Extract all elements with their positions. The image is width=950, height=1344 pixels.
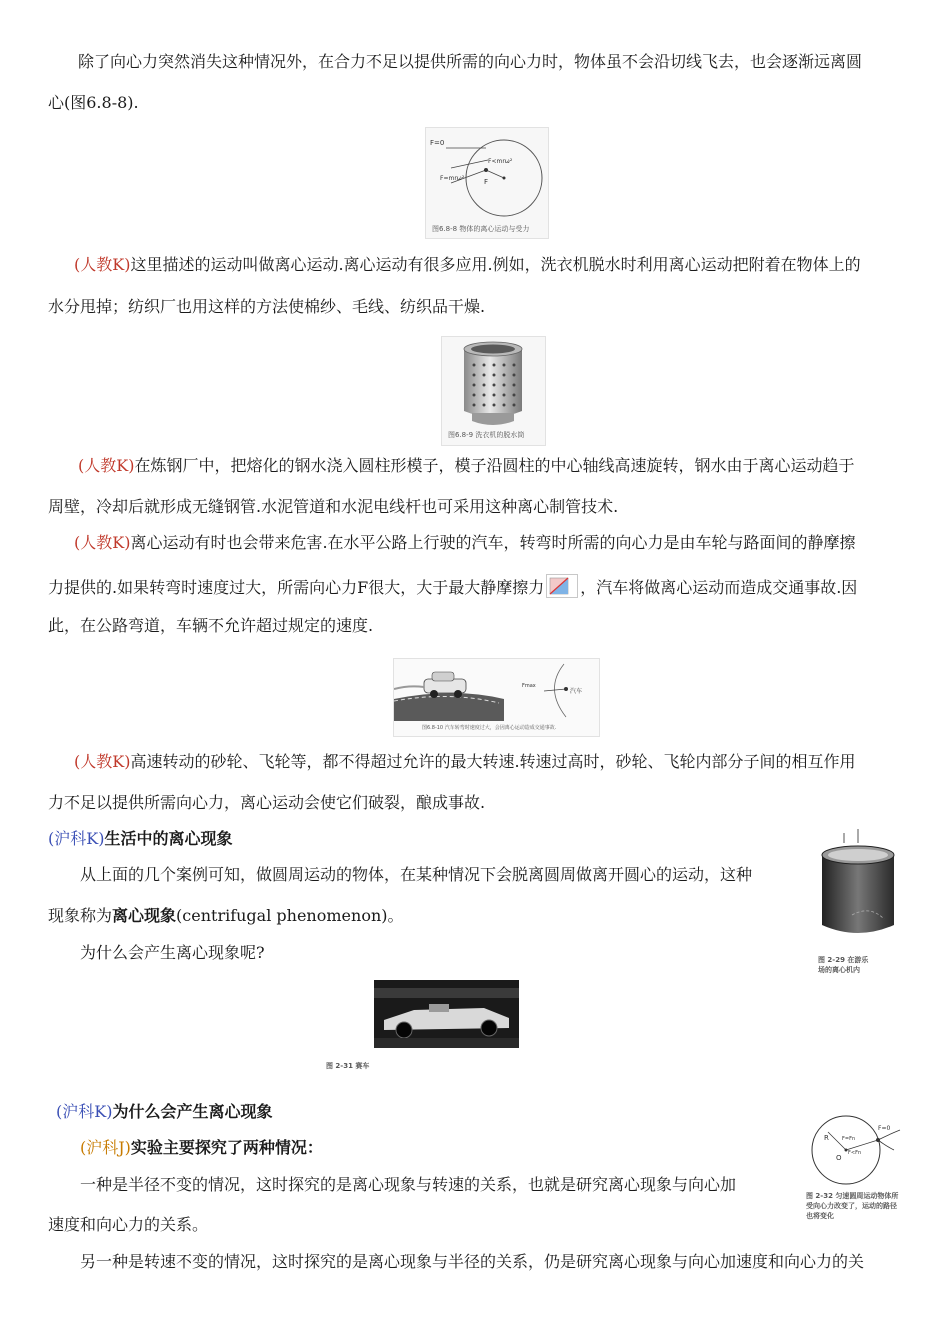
section-2-line-3: 另一种是转速不变的情况，这时探究的是离心现象与半径的关系，仍是研究离心现象与向心加速度和向心力的关 (80, 1252, 865, 1271)
section-1-text-b: (centrifugal phenomenon)。 (176, 906, 404, 925)
figure-race-car (326, 980, 524, 1072)
figure-6-caption-line-3: 也将变化 (806, 1212, 834, 1220)
paragraph-5-line-2: 力不足以提供所需向心力，离心运动会使它们破裂，酿成事故. (48, 793, 486, 812)
source-tag: (沪科K) (48, 829, 105, 848)
label-f-zero: F=0 (878, 1125, 891, 1132)
paragraph-1-line-2: 心(图6.8-8). (48, 93, 139, 112)
source-tag: (沪科J) (80, 1138, 131, 1157)
paragraph-4-line-3: 此，在公路弯道，车辆不允许超过规定的速度. (48, 616, 374, 635)
paragraph-4-text-a: 力提供的.如果转弯时速度过大，所需向心力F很大，大于最大静摩擦力 (48, 578, 545, 597)
cylinder-illustration (812, 825, 904, 947)
paragraph-3-line-1 (78, 456, 854, 476)
figure-car-accident (393, 658, 600, 737)
figure-3-caption: 图6.8-10 汽车转弯时速度过大，会因离心运动造成交通事故. (422, 725, 557, 731)
paragraph-4-line-2 (48, 574, 857, 598)
label-f-zero: F=0 (430, 139, 445, 147)
section-1-line-1: 从上面的几个案例可知，做圆周运动的物体，在某种情况下会脱离圆周做离开圆心的运动，这种 (80, 865, 753, 884)
figure-4-caption-line-2: 场的离心机内 (818, 966, 860, 974)
label-f-equal: F=mrω² (440, 175, 465, 182)
paragraph-3-line-2: 周壁，冷却后就形成无缝钢管.水泥管道和水泥电线杆也可采用这种离心制管技术. (48, 497, 619, 516)
paragraph-1-line-1: 除了向心力突然消失这种情况外，在合力不足以提供所需的向心力时，物体虽不会沿切线飞去，也会逐渐远离圆 (78, 52, 863, 71)
section-heading-centrifugal-life (48, 829, 232, 849)
race-car-photo (374, 980, 519, 1048)
term-centrifugal-phenomenon: 离心现象 (112, 906, 177, 925)
paragraph-2-text: 这里描述的运动叫做离心运动.离心运动有很多应用.例如，洗衣机脱水时利用离心运动把附着在物体上的 (130, 255, 861, 274)
figure-1-caption: 图6.8-8 物体的离心运动与受力 (432, 225, 530, 233)
paragraph-5-text: 高速转动的砂轮、飞轮等，都不得超过允许的最大转速.转速过高时，砂轮、飞轮内部分子间的相互作用 (130, 752, 856, 771)
paragraph-2-line-1 (74, 255, 861, 275)
circle-force-diagram (426, 128, 548, 238)
paragraph-4-line-1 (74, 533, 856, 553)
broken-image-icon (546, 574, 578, 598)
label-fmax: Fmax (522, 683, 536, 689)
paragraph-3-text: 在炼钢厂中，把熔化的钢水浇入圆柱形模子，模子沿圆柱的中心轴线高速旋转，钢水由于离心运动趋于 (134, 456, 855, 475)
source-tag: (人教K) (74, 752, 131, 771)
figure-washing-machine-drum (441, 336, 546, 446)
experiment-title: 实验主要探究了两种情况： (130, 1138, 323, 1157)
section-1-line-3: 为什么会产生离心现象呢? (80, 943, 265, 962)
source-tag: (人教K) (74, 533, 131, 552)
circle-path-diagram (806, 1110, 916, 1188)
label-f: F (484, 178, 489, 186)
figure-5-caption: 图 2-31 赛车 (326, 1062, 370, 1070)
section-title: 为什么会产生离心现象 (112, 1102, 273, 1121)
label-o: O (836, 1154, 842, 1162)
figure-circular-force-change (806, 1110, 916, 1220)
label-car: 汽车 (570, 688, 583, 695)
figure-4-caption-line-1: 图 2-29 在游乐 (818, 956, 869, 964)
section-2-line-2: 速度和向心力的关系。 (48, 1215, 209, 1234)
section-2-line-1: 一种是半径不变的情况，这时探究的是离心现象与转速的关系，也就是研究离心现象与向心加 (80, 1175, 737, 1194)
paragraph-4-text-b: ，汽车将做离心运动而造成交通事故.因 (580, 578, 858, 597)
source-tag: (人教K) (78, 456, 135, 475)
paragraph-5-line-1 (74, 752, 856, 772)
figure-centrifuge-ride (812, 825, 904, 975)
section-title: 生活中的离心现象 (104, 829, 233, 848)
section-1-line-2 (48, 906, 404, 926)
figure-6-caption-line-1: 图 2-32 匀速圆周运动物体所 (806, 1192, 899, 1200)
experiment-heading (80, 1138, 323, 1158)
paragraph-2-line-2: 水分甩掉；纺织厂也用这样的方法使棉纱、毛线、纺织品干燥. (48, 297, 486, 316)
label-f-less: F<mrω² (488, 158, 513, 165)
figure-centrifugal-force-diagram (425, 127, 549, 239)
drum-illustration (442, 337, 545, 429)
car-turn-illustration (394, 659, 599, 721)
section-1-text-a: 现象称为 (48, 906, 113, 925)
figure-6-caption-line-2: 受向心力改变了，运动的路径 (806, 1202, 897, 1210)
label-f-less: F<Fn (848, 1150, 862, 1156)
section-heading-why-centrifugal (56, 1102, 272, 1122)
label-f-equal: F=Fn (842, 1136, 856, 1142)
paragraph-4-text: 离心运动有时也会带来危害.在水平公路上行驶的汽车，转弯时所需的向心力是由车轮与路面间的静摩擦 (130, 533, 856, 552)
source-tag: (人教K) (74, 255, 131, 274)
figure-2-caption: 图6.8-9 洗衣机的脱水筒 (448, 431, 525, 439)
source-tag: (沪科K) (56, 1102, 113, 1121)
label-r: R (824, 1134, 829, 1142)
